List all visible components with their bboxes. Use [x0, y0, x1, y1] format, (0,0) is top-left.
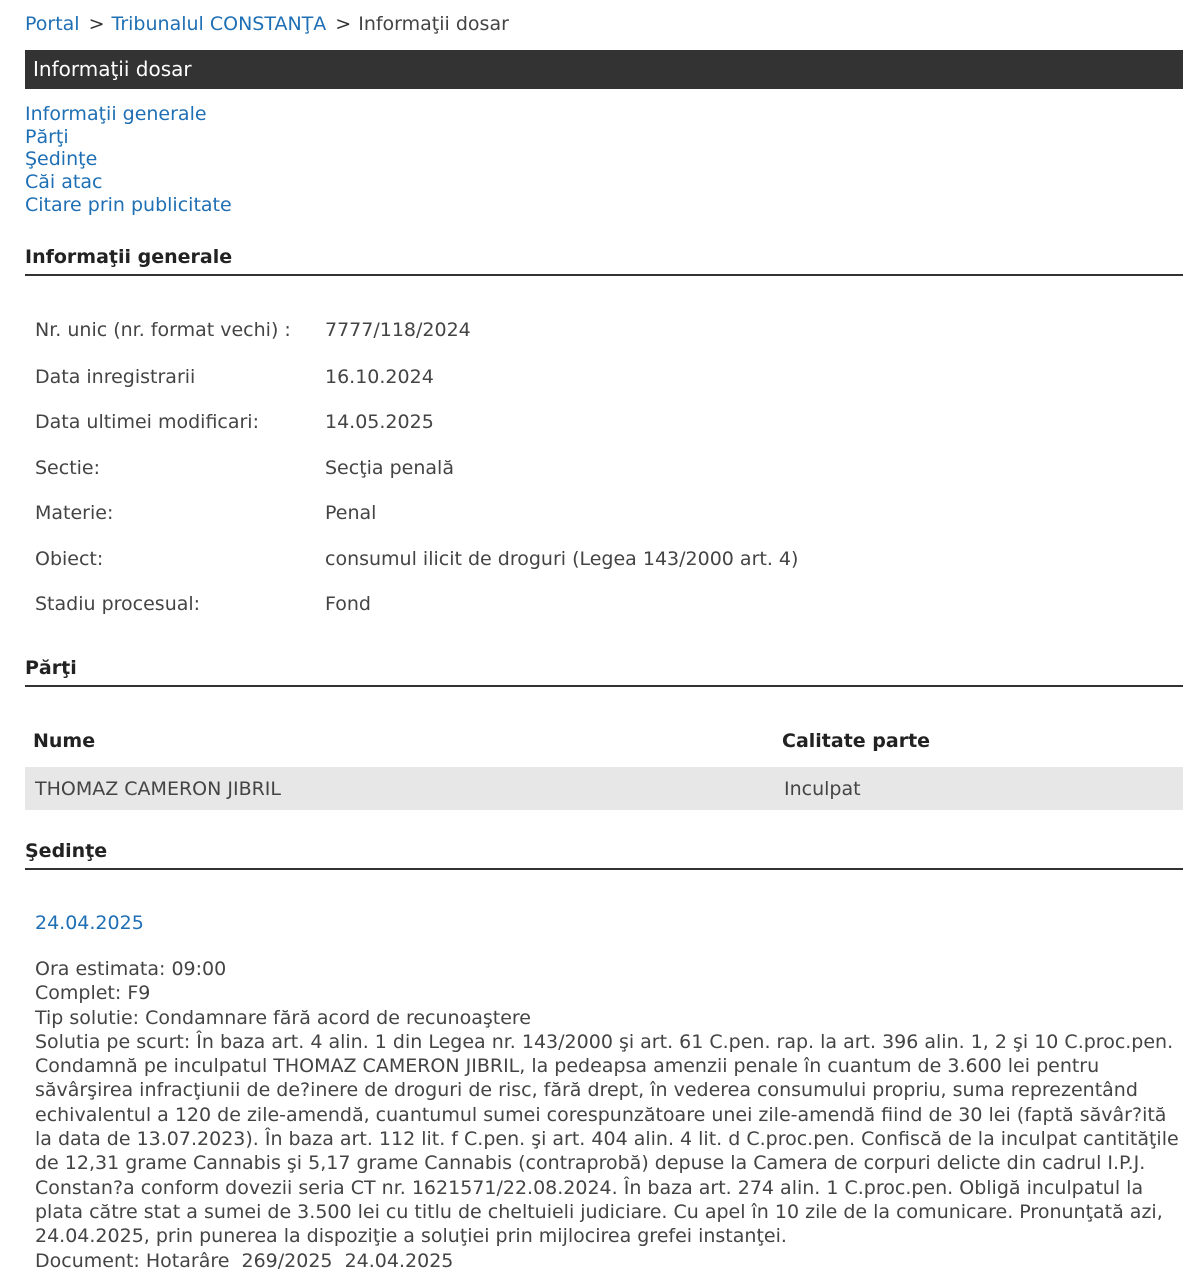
breadcrumb-separator: >: [88, 13, 105, 35]
info-label: Obiect:: [35, 548, 104, 570]
info-value: consumul ilicit de droguri (Legea 143/2000 art. 4): [325, 548, 799, 570]
info-value: 16.10.2024: [325, 366, 434, 388]
nav-link-sedinte[interactable]: Şedinţe: [25, 148, 98, 171]
table-header: [25, 724, 1183, 766]
breadcrumb-court-link[interactable]: Tribunalul CONSTANŢA: [111, 13, 327, 35]
table-row: [25, 767, 1183, 810]
info-value: 14.05.2025: [325, 411, 434, 433]
info-value: Fond: [325, 593, 371, 615]
breadcrumb-portal-link[interactable]: Portal: [25, 13, 80, 35]
hearing-solution-type: Tip solutie: Condamnare fără acord de recunoaştere: [35, 1006, 531, 1029]
section-heading-sedinte: Şedinţe: [25, 840, 1183, 870]
info-value: 7777/118/2024: [325, 319, 471, 341]
info-label: Data ultimei modificari:: [35, 411, 259, 433]
breadcrumb: [25, 12, 509, 36]
hearing-solution-summary: Solutia pe scurt: În baza art. 4 alin. 1 din Legea nr. 143/2000 şi art. 61 C.pen. rap. la art. 396 alin. 1, 2 şi 10 C.proc.pen. Condamnă pe inculpatul THOMAZ CAMERON JIBRIL, la pedeapsa amenzii penale în cuantum de 3.600 lei pentru săvârşirea infracţiunii de de?inere de droguri de risc, fără drept, în vederea consumului propriu, suma reprezentând echivalentul a 120 de zile-amendă, cuantumul sumei corespunzătoare unei zile-amendă fiind de 30 lei (faptă săvâr?ită la data de 13.07.2023). În baza art. 112 lit. f C.pen. şi art. 404 alin. 4 lit. d C.proc.pen. Confiscă de la inculpat cantităţile de 12,31 grame Cannabis şi 5,17 grame Cannabis (contraprobă) depuse la Camera de corpuri delicte din cadrul I.P.J. Constan?a conform dovezii seria CT nr. 1621571/22.08.2024. În baza art. 274 alin. 1 C.proc.pen. Obligă inculpatul la plata către stat a sumei de 3.500 lei cu titlu de cheltuieli judiciare. Cu apel în 10 zile de la comunicare. Pronunţată azi, 24.04.2025, prin punerea la dispoziţie a soluţiei prin mijlocirea grefei instanţei.: [35, 1030, 1179, 1248]
info-label: Nr. unic (nr. format vechi) :: [35, 319, 291, 341]
page-title-bar: Informaţii dosar: [25, 50, 1183, 89]
info-label: Materie:: [35, 502, 114, 524]
column-header-calitate-parte: Calitate parte: [782, 730, 931, 752]
column-header-nume: Nume: [33, 730, 96, 752]
info-value: Penal: [325, 502, 377, 524]
info-value: Secţia penală: [325, 457, 454, 479]
section-heading-informatii-generale: Informaţii generale: [25, 246, 1183, 276]
hearing-details: [35, 957, 1180, 1273]
section-heading-parti: Părţi: [25, 657, 1183, 687]
party-name: THOMAZ CAMERON JIBRIL: [35, 778, 281, 800]
section-nav: [25, 103, 232, 217]
breadcrumb-current: Informaţii dosar: [358, 13, 509, 35]
info-label: Sectie:: [35, 457, 101, 479]
hearing-date-link[interactable]: 24.04.2025: [35, 912, 144, 934]
info-label: Data inregistrarii: [35, 366, 196, 388]
nav-link-parti[interactable]: Părţi: [25, 125, 69, 148]
hearing-panel: Complet: F9: [35, 982, 151, 1005]
party-role: Inculpat: [784, 778, 861, 800]
hearing-document: Document: Hotarâre 269/2025 24.04.2025: [35, 1249, 454, 1272]
nav-link-informatii-generale[interactable]: Informaţii generale: [25, 103, 207, 125]
info-label: Stadiu procesual:: [35, 593, 201, 615]
breadcrumb-separator: >: [335, 13, 352, 35]
nav-link-citare-prin-publicitate[interactable]: Citare prin publicitate: [25, 193, 232, 216]
nav-link-cai-atac[interactable]: Căi atac: [25, 171, 103, 194]
hearing-time: Ora estimata: 09:00: [35, 958, 227, 980]
